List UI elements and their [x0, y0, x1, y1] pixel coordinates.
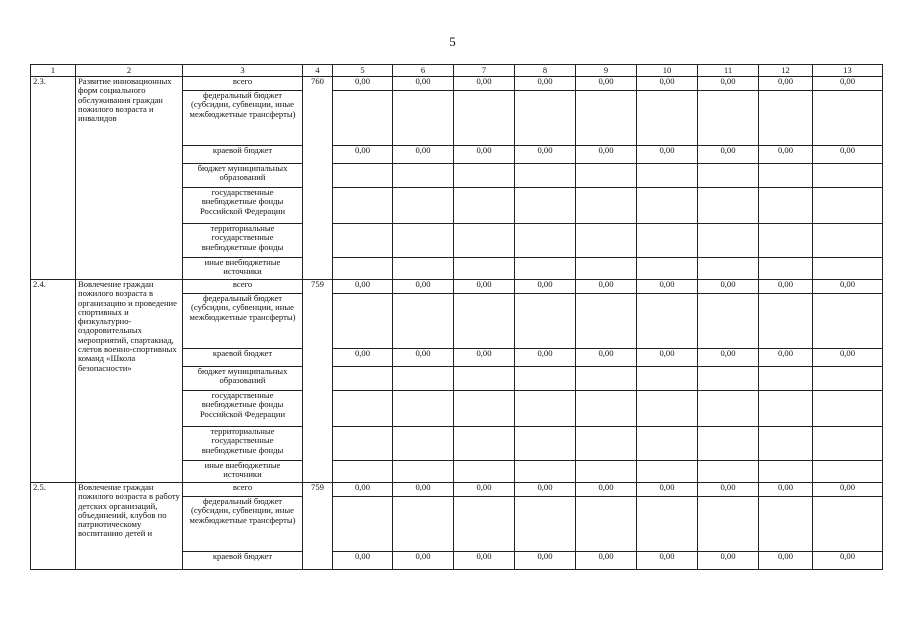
value-cell	[759, 188, 813, 224]
value-cell: 0,00	[698, 280, 759, 294]
value-cell	[454, 391, 515, 427]
value-cell	[637, 427, 698, 461]
value-cell: 0,00	[393, 552, 454, 570]
value-cell: 0,00	[576, 280, 637, 294]
value-cell: 0,00	[515, 77, 576, 91]
column-header: 2	[76, 65, 183, 77]
value-cell	[576, 224, 637, 258]
value-cell	[454, 427, 515, 461]
value-cell: 0,00	[759, 552, 813, 570]
page-number: 5	[449, 34, 456, 49]
table-row	[31, 483, 883, 497]
value-cell: 0,00	[515, 146, 576, 164]
column-header: 3	[183, 65, 303, 77]
value-cell	[759, 258, 813, 280]
value-cell	[333, 258, 393, 280]
value-cell: 0,00	[333, 552, 393, 570]
table-row	[31, 77, 883, 91]
column-header: 6	[393, 65, 454, 77]
value-cell: 0,00	[333, 349, 393, 367]
value-cell	[515, 294, 576, 349]
value-cell	[333, 164, 393, 188]
value-cell	[637, 367, 698, 391]
value-cell: 0,00	[813, 483, 883, 497]
value-cell	[393, 91, 454, 146]
section-name: Вовлечение граждан пожилого возраста в организацию и проведение спортивных и физкультурно-оздоровительных мероприятий, спартакиад, слетов военно-спортивных команд «Школа безопасности»	[76, 280, 183, 483]
value-cell: 0,00	[393, 483, 454, 497]
value-cell: 0,00	[698, 77, 759, 91]
value-cell	[515, 188, 576, 224]
value-cell	[454, 294, 515, 349]
value-cell	[393, 391, 454, 427]
value-cell: 0,00	[454, 77, 515, 91]
value-cell	[515, 224, 576, 258]
value-cell	[393, 188, 454, 224]
value-cell	[759, 91, 813, 146]
value-cell	[515, 427, 576, 461]
column-header: 7	[454, 65, 515, 77]
value-cell	[637, 164, 698, 188]
value-cell	[576, 367, 637, 391]
value-cell: 0,00	[637, 483, 698, 497]
value-cell	[759, 224, 813, 258]
value-cell	[333, 497, 393, 552]
value-cell	[515, 258, 576, 280]
header-row	[31, 65, 883, 77]
value-cell: 0,00	[759, 77, 813, 91]
value-cell	[454, 367, 515, 391]
value-cell	[637, 188, 698, 224]
funding-source: федеральный бюджет (субсидии, субвенции, иные межбюджетные трансферты)	[183, 497, 303, 552]
value-cell: 0,00	[813, 349, 883, 367]
value-cell: 0,00	[333, 146, 393, 164]
value-cell	[813, 497, 883, 552]
section-number: 2.5.	[31, 483, 76, 570]
value-cell	[576, 164, 637, 188]
funding-source: бюджет муниципальных образований	[183, 367, 303, 391]
value-cell	[759, 391, 813, 427]
table-row	[31, 280, 883, 294]
budget-code: 759	[303, 280, 333, 483]
value-cell	[813, 188, 883, 224]
value-cell	[813, 224, 883, 258]
value-cell: 0,00	[333, 280, 393, 294]
value-cell: 0,00	[698, 349, 759, 367]
value-cell	[454, 224, 515, 258]
value-cell	[393, 224, 454, 258]
value-cell	[759, 294, 813, 349]
value-cell	[637, 461, 698, 483]
value-cell	[454, 461, 515, 483]
budget-code: 759	[303, 483, 333, 570]
value-cell: 0,00	[393, 280, 454, 294]
value-cell	[698, 427, 759, 461]
value-cell	[333, 367, 393, 391]
funding-source: федеральный бюджет (субсидии, субвенции, иные межбюджетные трансферты)	[183, 91, 303, 146]
value-cell	[698, 91, 759, 146]
value-cell: 0,00	[454, 280, 515, 294]
section-number: 2.3.	[31, 77, 76, 280]
funding-source: иные внебюджетные источники	[183, 461, 303, 483]
section-name: Развитие инновационных форм социального обслуживания граждан пожилого возраста и инвалидов	[76, 77, 183, 280]
funding-source: бюджет муниципальных образований	[183, 164, 303, 188]
value-cell: 0,00	[333, 483, 393, 497]
budget-code: 760	[303, 77, 333, 280]
value-cell	[576, 258, 637, 280]
value-cell: 0,00	[698, 146, 759, 164]
value-cell	[515, 91, 576, 146]
value-cell	[698, 258, 759, 280]
value-cell	[515, 367, 576, 391]
value-cell	[759, 164, 813, 188]
value-cell	[393, 461, 454, 483]
section-number: 2.4.	[31, 280, 76, 483]
value-cell	[454, 91, 515, 146]
value-cell	[698, 224, 759, 258]
value-cell	[759, 497, 813, 552]
value-cell: 0,00	[515, 483, 576, 497]
value-cell: 0,00	[637, 146, 698, 164]
column-header: 9	[576, 65, 637, 77]
value-cell	[393, 367, 454, 391]
funding-source: всего	[183, 77, 303, 91]
value-cell	[813, 391, 883, 427]
value-cell: 0,00	[576, 349, 637, 367]
value-cell	[393, 294, 454, 349]
value-cell: 0,00	[637, 552, 698, 570]
value-cell	[576, 391, 637, 427]
value-cell	[454, 258, 515, 280]
funding-source: федеральный бюджет (субсидии, субвенции, иные межбюджетные трансферты)	[183, 294, 303, 349]
value-cell	[393, 497, 454, 552]
value-cell	[333, 391, 393, 427]
value-cell: 0,00	[576, 552, 637, 570]
value-cell	[637, 91, 698, 146]
value-cell	[698, 164, 759, 188]
funding-source: иные внебюджетные источники	[183, 258, 303, 280]
value-cell	[454, 164, 515, 188]
value-cell	[454, 188, 515, 224]
column-header: 4	[303, 65, 333, 77]
value-cell: 0,00	[393, 146, 454, 164]
value-cell	[576, 294, 637, 349]
value-cell: 0,00	[454, 483, 515, 497]
value-cell	[333, 461, 393, 483]
value-cell	[333, 224, 393, 258]
value-cell: 0,00	[759, 146, 813, 164]
value-cell	[813, 164, 883, 188]
value-cell: 0,00	[813, 146, 883, 164]
column-header: 11	[698, 65, 759, 77]
value-cell	[813, 91, 883, 146]
funding-source: краевой бюджет	[183, 146, 303, 164]
value-cell	[576, 427, 637, 461]
value-cell	[813, 294, 883, 349]
value-cell	[698, 461, 759, 483]
value-cell	[393, 258, 454, 280]
funding-source: территориальные государственные внебюджетные фонды	[183, 427, 303, 461]
value-cell	[576, 188, 637, 224]
value-cell: 0,00	[698, 552, 759, 570]
value-cell	[698, 497, 759, 552]
value-cell: 0,00	[515, 280, 576, 294]
value-cell: 0,00	[393, 77, 454, 91]
column-header: 10	[637, 65, 698, 77]
value-cell	[759, 427, 813, 461]
value-cell: 0,00	[759, 483, 813, 497]
value-cell	[813, 258, 883, 280]
value-cell	[454, 497, 515, 552]
value-cell	[576, 461, 637, 483]
column-header: 13	[813, 65, 883, 77]
value-cell	[759, 461, 813, 483]
funding-source: государственные внебюджетные фонды Российской Федерации	[183, 391, 303, 427]
value-cell: 0,00	[637, 280, 698, 294]
value-cell: 0,00	[576, 77, 637, 91]
value-cell: 0,00	[813, 280, 883, 294]
column-header: 1	[31, 65, 76, 77]
value-cell: 0,00	[813, 77, 883, 91]
value-cell: 0,00	[454, 146, 515, 164]
value-cell: 0,00	[393, 349, 454, 367]
value-cell: 0,00	[637, 77, 698, 91]
value-cell: 0,00	[454, 552, 515, 570]
value-cell	[637, 224, 698, 258]
funding-source: всего	[183, 280, 303, 294]
value-cell: 0,00	[454, 349, 515, 367]
value-cell	[813, 427, 883, 461]
value-cell: 0,00	[515, 552, 576, 570]
column-header: 5	[333, 65, 393, 77]
funding-source: краевой бюджет	[183, 349, 303, 367]
value-cell	[333, 91, 393, 146]
value-cell: 0,00	[698, 483, 759, 497]
value-cell	[333, 188, 393, 224]
value-cell	[393, 427, 454, 461]
value-cell: 0,00	[759, 280, 813, 294]
budget-table	[30, 64, 883, 570]
value-cell	[515, 164, 576, 188]
funding-source: краевой бюджет	[183, 552, 303, 570]
value-cell	[698, 188, 759, 224]
value-cell: 0,00	[576, 146, 637, 164]
value-cell: 0,00	[333, 77, 393, 91]
value-cell	[515, 497, 576, 552]
value-cell: 0,00	[759, 349, 813, 367]
value-cell	[515, 461, 576, 483]
value-cell	[813, 461, 883, 483]
value-cell: 0,00	[813, 552, 883, 570]
value-cell	[698, 391, 759, 427]
value-cell	[576, 497, 637, 552]
value-cell	[698, 294, 759, 349]
value-cell	[515, 391, 576, 427]
value-cell	[637, 497, 698, 552]
value-cell: 0,00	[515, 349, 576, 367]
section-name: Вовлечение граждан пожилого возраста в работу детских организаций, объединений, клубов по патриотическому воспитанию детей и	[76, 483, 183, 570]
value-cell	[333, 294, 393, 349]
value-cell	[759, 367, 813, 391]
funding-source: государственные внебюджетные фонды Российской Федерации	[183, 188, 303, 224]
value-cell	[393, 164, 454, 188]
value-cell	[333, 427, 393, 461]
value-cell: 0,00	[637, 349, 698, 367]
value-cell: 0,00	[576, 483, 637, 497]
column-header: 8	[515, 65, 576, 77]
value-cell	[813, 367, 883, 391]
value-cell	[637, 294, 698, 349]
value-cell	[576, 91, 637, 146]
value-cell	[637, 391, 698, 427]
column-header: 12	[759, 65, 813, 77]
value-cell	[637, 258, 698, 280]
funding-source: территориальные государственные внебюджетные фонды	[183, 224, 303, 258]
value-cell	[698, 367, 759, 391]
funding-source: всего	[183, 483, 303, 497]
